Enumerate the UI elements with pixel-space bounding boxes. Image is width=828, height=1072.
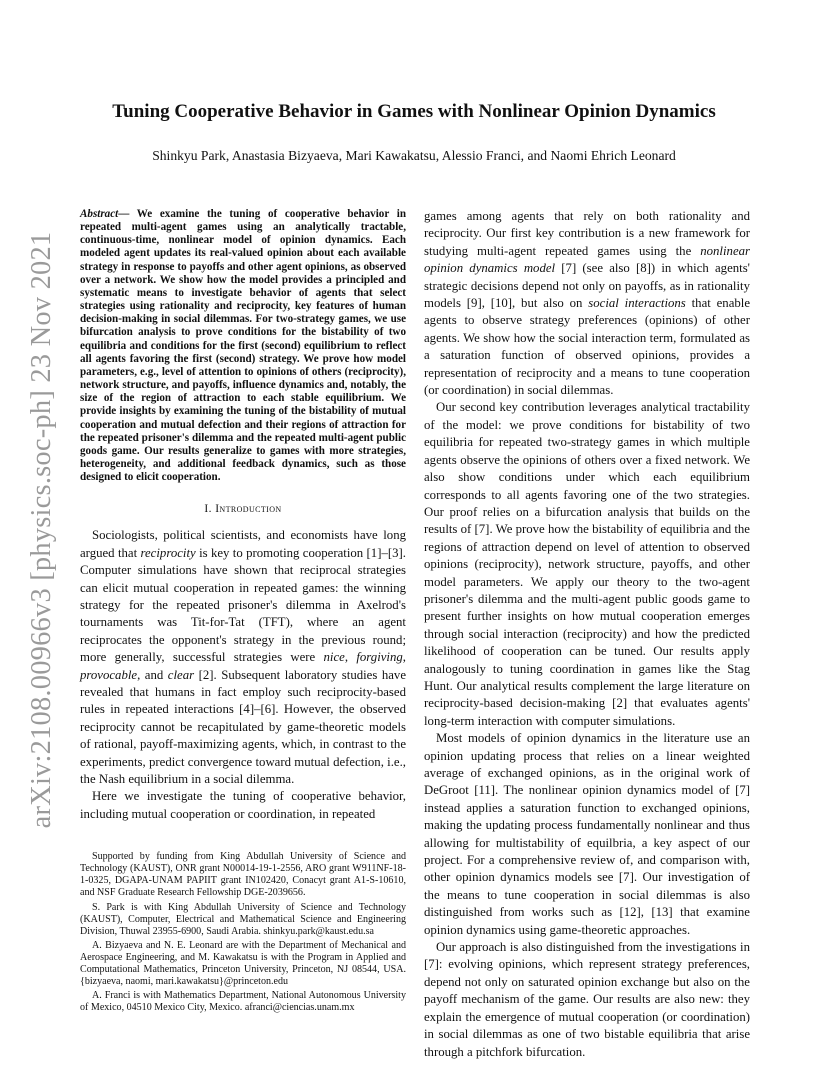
emphasis-model: nonlinear opinion dynamics model [424, 243, 750, 276]
intro-paragraph-2: Here we investigate the tuning of cooperative behavior, including mutual cooperation or coordination, in repeated [80, 789, 406, 821]
section-number: I. [204, 503, 216, 516]
emphasis-provocable: provocable [80, 667, 138, 682]
arxiv-identifier: arXiv:2108.00966v3 [physics.soc-ph] 23 Nov 2021 [26, 231, 57, 829]
emphasis-social-interactions: social interactions [588, 296, 686, 311]
emphasis-forgiving: forgiving [356, 650, 403, 665]
footnote-princeton: A. Bizyaeva and N. E. Leonard are with the Department of Mechanical and Aerospace Engineering, and M. Kawakatsu is with the Program in Applied and Computational Mathematics, Princeton University, Princeton, NJ 08544, USA. {bizyaeva, naomi, mari.kawakatsu}@princeton.edu [80, 939, 406, 988]
abstract-label: Abstract [80, 208, 119, 220]
text-run: is key to promoting cooperation [1]–[3]. Computer simulations have shown that reciprocal strategies can elicit mutual cooperation in repeated games: the winning strategy for the repeated prisoner's dilemma in Axelrod's tournaments was Tit-for-Tat (TFT), where an agent reciprocates the opponent's strategy in the previous round; more generally, successful strategies were [80, 545, 406, 665]
text-run: , and [137, 667, 168, 682]
text-run: games among agents that rely on both rationality and reciprocity. Our first key contribution is a new framework for studying multi-agent repeated games using the [424, 209, 750, 258]
text-run: [2]. Subsequent laboratory studies have revealed that humans in fact employ such reciprocity-based rules in repeated interactions [4]–[6]. However, the observed reciprocity cannot be recapitulated by game-theoretic models of rational, payoff-maximizing agents, which, in contrast to the experiments, predict convergence toward mutual defection, i.e., the Nash equilibrium in a social dilemma. [80, 667, 406, 786]
left-column [80, 208, 406, 1016]
abstract-text: — We examine the tuning of cooperative behavior in repeated multi-agent games using an analytically tractable, continuous-time, nonlinear model of opinion dynamics. Each modeled agent updates its real-valued opinion about each available strategy in response to payoffs and other agent opinions, as observed over a network. We show how the model provides a principled and systematic means to investigate behavior of agents that select strategies using rationality and reciprocity, key features of human decision-making in social dilemmas. For two-strategy games, we use bifurcation analysis to prove conditions for the bistability of two equilibria and conditions for the first (second) equilibrium to reflect all agents favoring the first (second) strategy. We prove how model parameters, e.g., level of attention to opinions of others (reciprocity), network structure, and payoffs, influence dynamics and, notably, the size of the region of attraction to each stable equilibrium. We provide insights by examining the tuning of the bistability of mutual cooperation and mutual defection and their regions of attraction for the repeated prisoner's dilemma and the repeated multi-agent public goods game. Our results generalize to games with more strategies, heterogeneity, and additional feedback dynamics, such as those designed to elicit cooperation. [80, 208, 406, 484]
paper-authors: Shinkyu Park, Anastasia Bizyaeva, Mari Kawakatsu, Alessio Franci, and Naomi Ehrich Leonard [152, 148, 676, 163]
text-run: Sociologists, political scientists, and economists have long argued that [80, 528, 406, 560]
text-run: , [402, 650, 406, 665]
right-column [424, 208, 750, 1061]
footnote-funding: Supported by funding from King Abdullah University of Science and Technology (KAUST), ONR grant N00014-19-1-2556, ARO grant W911NF-18-1-0325, DGAPA-UNAM PAPIIT grant IN102420, Conacyt grant A1-S-10610, and NSF Graduate Research Fellowship DGE-2039656. [80, 851, 406, 899]
footnote-park: S. Park is with King Abdullah University of Science and Technology (KAUST), Computer, Electrical and Mathematical Science and Engineering Division, Thuwal 23955-6900, Saudi Arabia. shinkyu.park@kaust.edu.sa [80, 901, 406, 937]
emphasis-clear: clear [167, 667, 195, 682]
intro-paragraph-3 [424, 208, 750, 399]
emphasis-nice: nice [323, 650, 345, 665]
section-name: Introduction [215, 503, 282, 516]
text-run: , [344, 650, 357, 665]
footnote-franci: A. Franci is with Mathematics Department, National Autonomous University of Mexico, 04510 Mexico City, Mexico. afranci@ciencias.unam.mx [80, 990, 406, 1014]
intro-paragraph-1 [80, 527, 406, 788]
text-run: [7] (see also [8]) in which agents' strategic decisions depend not only on payoffs, as in rationality models [9], [10], but also on [424, 261, 750, 311]
arxiv-sidebar [22, 230, 62, 830]
paper-title: Tuning Cooperative Behavior in Games with Nonlinear Opinion Dynamics [112, 101, 716, 122]
section-heading-introduction [80, 503, 406, 515]
text-run: that enable agents to observe strategy preferences (opinions) of other agents. We show how the social interaction term, formulated as a saturation function of observed opinions, provides a representation of reciprocity and a means to tune cooperation (or coordination) in social dilemmas. [424, 296, 751, 398]
footnotes [80, 851, 406, 1014]
intro-paragraph-5: Most models of opinion dynamics in the literature use an opinion updating process that relies on a linear weighted average of exchanged opinions, as in the original work of DeGroot [11]. The nonlinear opinion dynamics model of [7] instead applies a saturation function to exchanged opinions, making the updating process fundamentally nonlinear and thus allowing for multistability of equilbria, a key aspect of our project. For a comprehensive review of, and comparison with, other opinion dynamics models see [7]. Our investigation of the means to tune cooperation in social dilemmas is also distinguished from works such as [12], [13] that examine opinion dynamics using game-theoretic approaches. [424, 731, 750, 937]
intro-paragraph-4: Our second key contribution leverages analytical tractability of the model: we prove conditions for bistability of two equilibria for repeated two-strategy games in which multiple agents observe the opinions of others over a fixed network. We also show conditions under which each equilibrium corresponds to all agents favoring one of the two strategies. Our proof relies on a bifurcation analysis that builds on the results of [7]. We prove how the bistability of equilibria and the regions of attraction depend on level of attention to observed opinions (reciprocity), network structure, payoffs, and other model parameters. We apply our theory to the two-agent prisoner's dilemma and the multi-agent public goods game to present further insights on how mutual cooperation emerges through social interaction (reciprocity) and how the predicted likelihood of cooperation can be tuned. Our results apply analogously to tuning coordination in games like the Stag Hunt. Our analytical results complement the large literature on reciprocity-based decision-making [2] that evaluates agents' long-term interaction with computer simulations. [424, 400, 750, 728]
intro-paragraph-6: Our approach is also distinguished from the investigations in [7]: evolving opinions, which represent strategy preferences, depend not only on saturated opinion exchange but also on the payoff mechanism of the game. Our results are also new: they explain the emergence of mutual cooperation (or coordination) in social dilemmas as one of two bistable equilibria that arise through a pitchfork bifurcation. [424, 940, 750, 1059]
abstract [80, 208, 406, 484]
emphasis-reciprocity: reciprocity [140, 545, 196, 560]
